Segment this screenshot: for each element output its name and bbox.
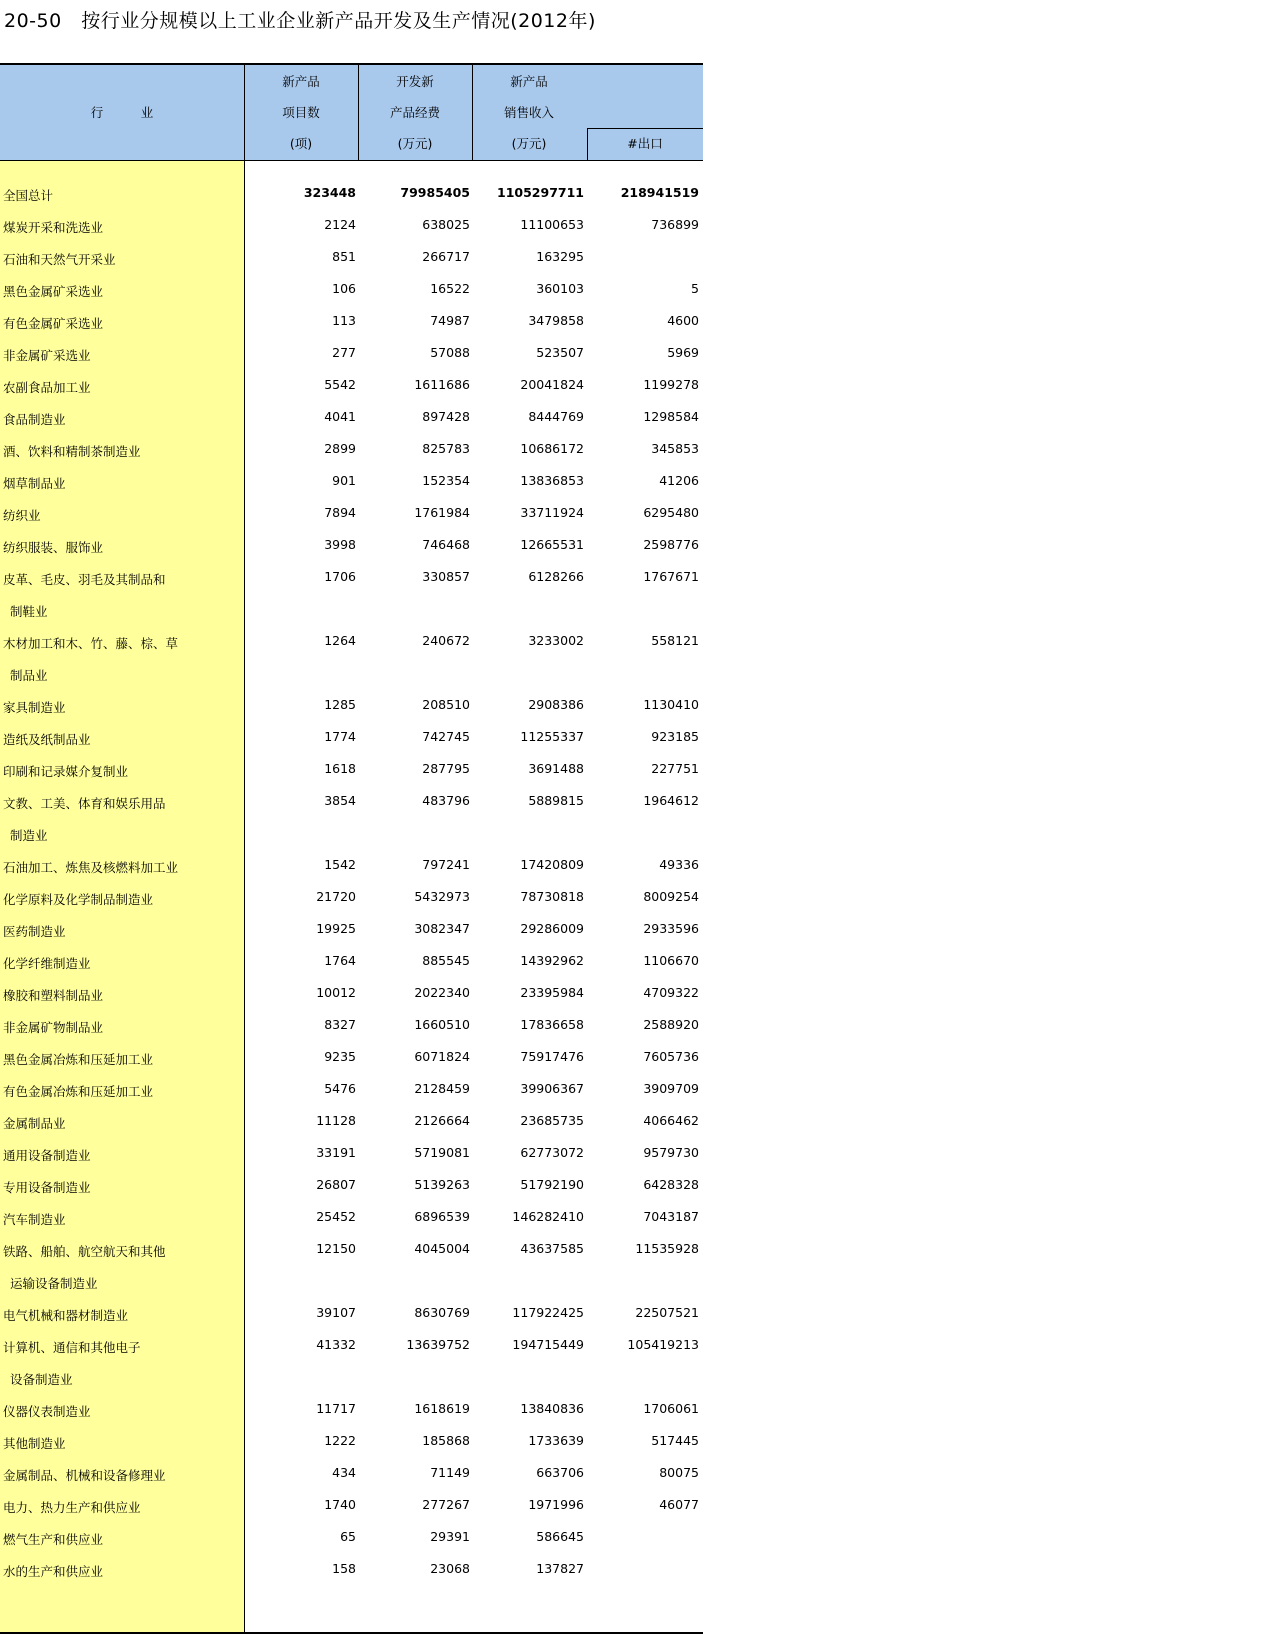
export-revenue-cell: 7605736	[643, 1049, 699, 1064]
industry-name: 燃气生产和供应业	[3, 1532, 104, 1547]
industry-name: 水的生产和供应业	[3, 1564, 104, 1579]
industry-name: 农副食品加工业	[3, 380, 91, 395]
development-expenditure-cell: 29391	[430, 1529, 470, 1544]
sales-revenue-cell: 2908386	[528, 697, 584, 712]
project-count-cell: 2899	[324, 441, 356, 456]
sales-revenue-cell: 523507	[536, 345, 584, 360]
export-revenue-cell: 8009254	[643, 889, 699, 904]
project-count-cell: 25452	[316, 1209, 356, 1224]
project-count-cell: 19925	[316, 921, 356, 936]
table-row	[0, 1042, 703, 1074]
project-count-cell: 1285	[324, 697, 356, 712]
table-row	[0, 562, 703, 594]
industry-name: 家具制造业	[3, 700, 66, 715]
header-industry: 行 业	[90, 105, 154, 120]
development-expenditure-cell: 6896539	[414, 1209, 470, 1224]
project-count-cell: 901	[332, 473, 356, 488]
industry-name: 木材加工和木、竹、藤、棕、草	[3, 636, 179, 651]
table-row	[0, 626, 703, 658]
development-expenditure-cell: 71149	[430, 1465, 470, 1480]
export-revenue-cell: 49336	[659, 857, 699, 872]
export-revenue-cell: 923185	[651, 729, 699, 744]
development-expenditure-cell: 2128459	[414, 1081, 470, 1096]
industry-name: 煤炭开采和洗选业	[3, 220, 104, 235]
development-expenditure-cell: 2022340	[414, 985, 470, 1000]
industry-name: 仪器仪表制造业	[3, 1404, 91, 1419]
development-expenditure-cell: 152354	[422, 473, 470, 488]
development-expenditure-cell: 825783	[422, 441, 470, 456]
industry-name: 非金属矿物制品业	[3, 1020, 104, 1035]
sales-revenue-cell: 586645	[536, 1529, 584, 1544]
table-row	[0, 978, 703, 1010]
export-revenue-cell: 2598776	[643, 537, 699, 552]
industry-name: 金属制品业	[3, 1116, 66, 1131]
development-expenditure-cell: 2126664	[414, 1113, 470, 1128]
table-row	[0, 690, 703, 722]
sales-revenue-cell: 3479858	[528, 313, 584, 328]
table-row	[0, 786, 703, 818]
industry-name: 化学纤维制造业	[3, 956, 91, 971]
sales-revenue-cell: 23685735	[520, 1113, 584, 1128]
table-row	[0, 1074, 703, 1106]
industry-name: 黑色金属矿采选业	[3, 284, 104, 299]
industry-name: 医药制造业	[3, 924, 66, 939]
table-row	[0, 370, 703, 402]
table-row	[0, 402, 703, 434]
sales-revenue-cell: 1105297711	[497, 185, 584, 200]
export-revenue-cell: 736899	[651, 217, 699, 232]
development-expenditure-cell: 13639752	[406, 1337, 470, 1352]
table-row	[0, 754, 703, 786]
project-count-cell: 851	[332, 249, 356, 264]
industry-name: 皮革、毛皮、羽毛及其制品和	[3, 572, 166, 587]
industry-name: 化学原料及化学制品制造业	[3, 892, 154, 907]
project-count-cell: 5476	[324, 1081, 356, 1096]
sales-revenue-cell: 17420809	[520, 857, 584, 872]
sales-revenue-cell: 1733639	[528, 1433, 584, 1448]
table-row	[0, 850, 703, 882]
sales-revenue-cell: 51792190	[520, 1177, 584, 1192]
sales-revenue-cell: 663706	[536, 1465, 584, 1480]
table-body	[0, 178, 703, 1586]
header-col2-line2: 产品经费	[389, 105, 440, 120]
header-bottom-rule	[0, 160, 703, 161]
development-expenditure-cell: 330857	[422, 569, 470, 584]
project-count-cell: 65	[340, 1529, 356, 1544]
export-revenue-cell: 1298584	[643, 409, 699, 424]
development-expenditure-cell: 897428	[422, 409, 470, 424]
industry-name: 金属制品、机械和设备修理业	[3, 1468, 166, 1483]
development-expenditure-cell: 240672	[422, 633, 470, 648]
development-expenditure-cell: 1618619	[414, 1401, 470, 1416]
sales-revenue-cell: 12665531	[520, 537, 584, 552]
sales-revenue-cell: 137827	[536, 1561, 584, 1576]
project-count-cell: 1222	[324, 1433, 356, 1448]
export-revenue-cell: 105419213	[627, 1337, 699, 1352]
table-row	[0, 1330, 703, 1362]
sales-revenue-cell: 17836658	[520, 1017, 584, 1032]
project-count-cell: 158	[332, 1561, 356, 1576]
export-revenue-cell: 227751	[651, 761, 699, 776]
project-count-cell: 1764	[324, 953, 356, 968]
header-col2-line1: 开发新	[396, 74, 434, 89]
project-count-cell: 11128	[316, 1113, 356, 1128]
sales-revenue-cell: 33711924	[520, 505, 584, 520]
export-revenue-cell: 11535928	[635, 1241, 699, 1256]
export-revenue-cell: 9579730	[643, 1145, 699, 1160]
industry-name: 石油和天然气开采业	[3, 252, 116, 267]
project-count-cell: 8327	[324, 1017, 356, 1032]
project-count-cell: 1264	[324, 633, 356, 648]
table-row	[0, 1458, 703, 1490]
table-row	[0, 274, 703, 306]
development-expenditure-cell: 5719081	[414, 1145, 470, 1160]
project-count-cell: 1618	[324, 761, 356, 776]
export-revenue-cell: 3909709	[643, 1081, 699, 1096]
industry-name: 纺织业	[3, 508, 41, 523]
industry-name: 计算机、通信和其他电子	[3, 1340, 141, 1355]
header-col2-line3: (万元)	[397, 136, 433, 151]
table-row	[0, 1010, 703, 1042]
industry-name: 制造业	[10, 828, 48, 843]
industry-name: 设备制造业	[10, 1372, 73, 1387]
development-expenditure-cell: 266717	[422, 249, 470, 264]
project-count-cell: 2124	[324, 217, 356, 232]
sales-revenue-cell: 75917476	[520, 1049, 584, 1064]
export-revenue-cell: 1106670	[643, 953, 699, 968]
industry-name: 专用设备制造业	[3, 1180, 91, 1195]
table-row	[0, 1490, 703, 1522]
export-revenue-cell: 6295480	[643, 505, 699, 520]
industry-name: 电气机械和器材制造业	[3, 1308, 129, 1323]
development-expenditure-cell: 1660510	[414, 1017, 470, 1032]
sales-revenue-cell: 1971996	[528, 1497, 584, 1512]
project-count-cell: 26807	[316, 1177, 356, 1192]
table-top-rule	[0, 63, 703, 65]
sales-revenue-cell: 13840836	[520, 1401, 584, 1416]
export-revenue-cell: 1130410	[643, 697, 699, 712]
development-expenditure-cell: 79985405	[400, 185, 470, 200]
industry-name: 有色金属冶炼和压延加工业	[3, 1084, 154, 1099]
industry-name: 电力、热力生产和供应业	[3, 1500, 141, 1515]
sales-revenue-cell: 11100653	[520, 217, 584, 232]
development-expenditure-cell: 74987	[430, 313, 470, 328]
project-count-cell: 5542	[324, 377, 356, 392]
industry-name: 文教、工美、体育和娱乐用品	[3, 796, 166, 811]
header-col3-line2: 销售收入	[503, 105, 554, 120]
industry-name: 石油加工、炼焦及核燃料加工业	[3, 860, 179, 875]
project-count-cell: 7894	[324, 505, 356, 520]
export-revenue-cell: 7043187	[643, 1209, 699, 1224]
export-revenue-cell: 2933596	[643, 921, 699, 936]
export-revenue-cell: 4600	[667, 313, 699, 328]
sales-revenue-cell: 62773072	[520, 1145, 584, 1160]
project-count-cell: 41332	[316, 1337, 356, 1352]
sales-revenue-cell: 8444769	[528, 409, 584, 424]
development-expenditure-cell: 23068	[430, 1561, 470, 1576]
sales-revenue-cell: 20041824	[520, 377, 584, 392]
table-row	[0, 1426, 703, 1458]
development-expenditure-cell: 8630769	[414, 1305, 470, 1320]
table-row	[0, 1394, 703, 1426]
table-row	[0, 242, 703, 274]
table-row	[0, 818, 703, 850]
export-revenue-cell: 5969	[667, 345, 699, 360]
project-count-cell: 1706	[324, 569, 356, 584]
project-count-cell: 4041	[324, 409, 356, 424]
sales-revenue-cell: 14392962	[520, 953, 584, 968]
industry-name: 通用设备制造业	[3, 1148, 91, 1163]
project-count-cell: 3998	[324, 537, 356, 552]
project-count-cell: 434	[332, 1465, 356, 1480]
development-expenditure-cell: 5139263	[414, 1177, 470, 1192]
development-expenditure-cell: 1611686	[414, 377, 470, 392]
export-revenue-cell: 1964612	[643, 793, 699, 808]
development-expenditure-cell: 16522	[430, 281, 470, 296]
project-count-cell: 113	[332, 313, 356, 328]
sales-revenue-cell: 78730818	[520, 889, 584, 904]
table-row	[0, 1362, 703, 1394]
development-expenditure-cell: 185868	[422, 1433, 470, 1448]
table-row	[0, 178, 703, 210]
sales-revenue-cell: 10686172	[520, 441, 584, 456]
industry-name: 橡胶和塑料制品业	[3, 988, 104, 1003]
table-row	[0, 466, 703, 498]
export-revenue-cell: 4066462	[643, 1113, 699, 1128]
sales-revenue-cell: 29286009	[520, 921, 584, 936]
table-row	[0, 1106, 703, 1138]
industry-name: 造纸及纸制品业	[3, 732, 91, 747]
table-row	[0, 914, 703, 946]
development-expenditure-cell: 4045004	[414, 1241, 470, 1256]
development-expenditure-cell: 277267	[422, 1497, 470, 1512]
table-row	[0, 210, 703, 242]
export-revenue-cell: 2588920	[643, 1017, 699, 1032]
table-row	[0, 1554, 703, 1586]
export-revenue-cell: 1706061	[643, 1401, 699, 1416]
sales-revenue-cell: 43637585	[520, 1241, 584, 1256]
header-col1-line2: 项目数	[282, 105, 320, 120]
header-col1-line1: 新产品	[282, 74, 320, 89]
project-count-cell: 10012	[316, 985, 356, 1000]
project-count-cell: 39107	[316, 1305, 356, 1320]
development-expenditure-cell: 1761984	[414, 505, 470, 520]
project-count-cell: 1542	[324, 857, 356, 872]
header-col3-line1: 新产品	[510, 74, 548, 89]
industry-name: 全国总计	[3, 188, 54, 203]
export-revenue-cell: 22507521	[635, 1305, 699, 1320]
sales-revenue-cell: 5889815	[528, 793, 584, 808]
industry-name: 有色金属矿采选业	[3, 316, 104, 331]
project-count-cell: 323448	[303, 185, 356, 200]
sales-revenue-cell: 11255337	[520, 729, 584, 744]
development-expenditure-cell: 208510	[422, 697, 470, 712]
project-count-cell: 106	[332, 281, 356, 296]
project-count-cell: 9235	[324, 1049, 356, 1064]
sales-revenue-cell: 194715449	[512, 1337, 584, 1352]
industry-name: 酒、饮料和精制茶制造业	[3, 444, 141, 459]
industry-name: 铁路、船舶、航空航天和其他	[3, 1244, 166, 1259]
header-col1-line3: (项)	[289, 136, 313, 151]
industry-name: 纺织服装、服饰业	[3, 540, 104, 555]
industry-name: 黑色金属冶炼和压延加工业	[3, 1052, 154, 1067]
page-title: 20-50 按行业分规模以上工业企业新产品开发及生产情况(2012年)	[4, 10, 596, 32]
export-revenue-cell: 46077	[659, 1497, 699, 1512]
industry-name: 其他制造业	[3, 1436, 66, 1451]
sales-revenue-cell: 146282410	[512, 1209, 584, 1224]
project-count-cell: 12150	[316, 1241, 356, 1256]
table-row	[0, 722, 703, 754]
development-expenditure-cell: 6071824	[414, 1049, 470, 1064]
table-row	[0, 306, 703, 338]
sales-revenue-cell: 117922425	[512, 1305, 584, 1320]
table-row	[0, 434, 703, 466]
table-row	[0, 1202, 703, 1234]
industry-name: 制品业	[10, 668, 48, 683]
table-row	[0, 1138, 703, 1170]
table-row	[0, 882, 703, 914]
table-row	[0, 1522, 703, 1554]
table-row	[0, 1298, 703, 1330]
export-revenue-cell: 80075	[659, 1465, 699, 1480]
project-count-cell: 1774	[324, 729, 356, 744]
industry-name: 食品制造业	[3, 412, 66, 427]
table-row	[0, 1234, 703, 1266]
industry-name: 汽车制造业	[3, 1212, 66, 1227]
sales-revenue-cell: 23395984	[520, 985, 584, 1000]
industry-name: 运输设备制造业	[10, 1276, 98, 1291]
sales-revenue-cell: 163295	[536, 249, 584, 264]
header-export: #出口	[627, 136, 663, 151]
table-row	[0, 658, 703, 690]
export-revenue-cell: 218941519	[620, 185, 699, 200]
export-revenue-cell: 5	[691, 281, 699, 296]
development-expenditure-cell: 742745	[422, 729, 470, 744]
industry-name: 制鞋业	[10, 604, 48, 619]
export-revenue-cell: 4709322	[643, 985, 699, 1000]
project-count-cell: 3854	[324, 793, 356, 808]
table-row	[0, 594, 703, 626]
development-expenditure-cell: 885545	[422, 953, 470, 968]
export-revenue-cell: 6428328	[643, 1177, 699, 1192]
industry-name: 烟草制品业	[3, 476, 66, 491]
table-row	[0, 946, 703, 978]
table-row	[0, 530, 703, 562]
table-row	[0, 1170, 703, 1202]
table-row	[0, 1266, 703, 1298]
development-expenditure-cell: 5432973	[414, 889, 470, 904]
industry-name: 非金属矿采选业	[3, 348, 91, 363]
sales-revenue-cell: 39906367	[520, 1081, 584, 1096]
export-revenue-cell: 345853	[651, 441, 699, 456]
development-expenditure-cell: 483796	[422, 793, 470, 808]
export-revenue-cell: 1767671	[643, 569, 699, 584]
table-row	[0, 498, 703, 530]
project-count-cell: 277	[332, 345, 356, 360]
sales-revenue-cell: 6128266	[528, 569, 584, 584]
sales-revenue-cell: 3691488	[528, 761, 584, 776]
industry-name: 印刷和记录媒介复制业	[3, 764, 129, 779]
sales-revenue-cell: 360103	[536, 281, 584, 296]
development-expenditure-cell: 638025	[422, 217, 470, 232]
development-expenditure-cell: 287795	[422, 761, 470, 776]
development-expenditure-cell: 57088	[430, 345, 470, 360]
export-revenue-cell: 558121	[651, 633, 699, 648]
project-count-cell: 21720	[316, 889, 356, 904]
export-revenue-cell: 1199278	[643, 377, 699, 392]
table-row	[0, 338, 703, 370]
header-col3-line3: (万元)	[511, 136, 547, 151]
sales-revenue-cell: 13836853	[520, 473, 584, 488]
export-revenue-cell: 41206	[659, 473, 699, 488]
development-expenditure-cell: 797241	[422, 857, 470, 872]
project-count-cell: 1740	[324, 1497, 356, 1512]
export-revenue-cell: 517445	[651, 1433, 699, 1448]
sales-revenue-cell: 3233002	[528, 633, 584, 648]
project-count-cell: 11717	[316, 1401, 356, 1416]
development-expenditure-cell: 746468	[422, 537, 470, 552]
project-count-cell: 33191	[316, 1145, 356, 1160]
development-expenditure-cell: 3082347	[414, 921, 470, 936]
